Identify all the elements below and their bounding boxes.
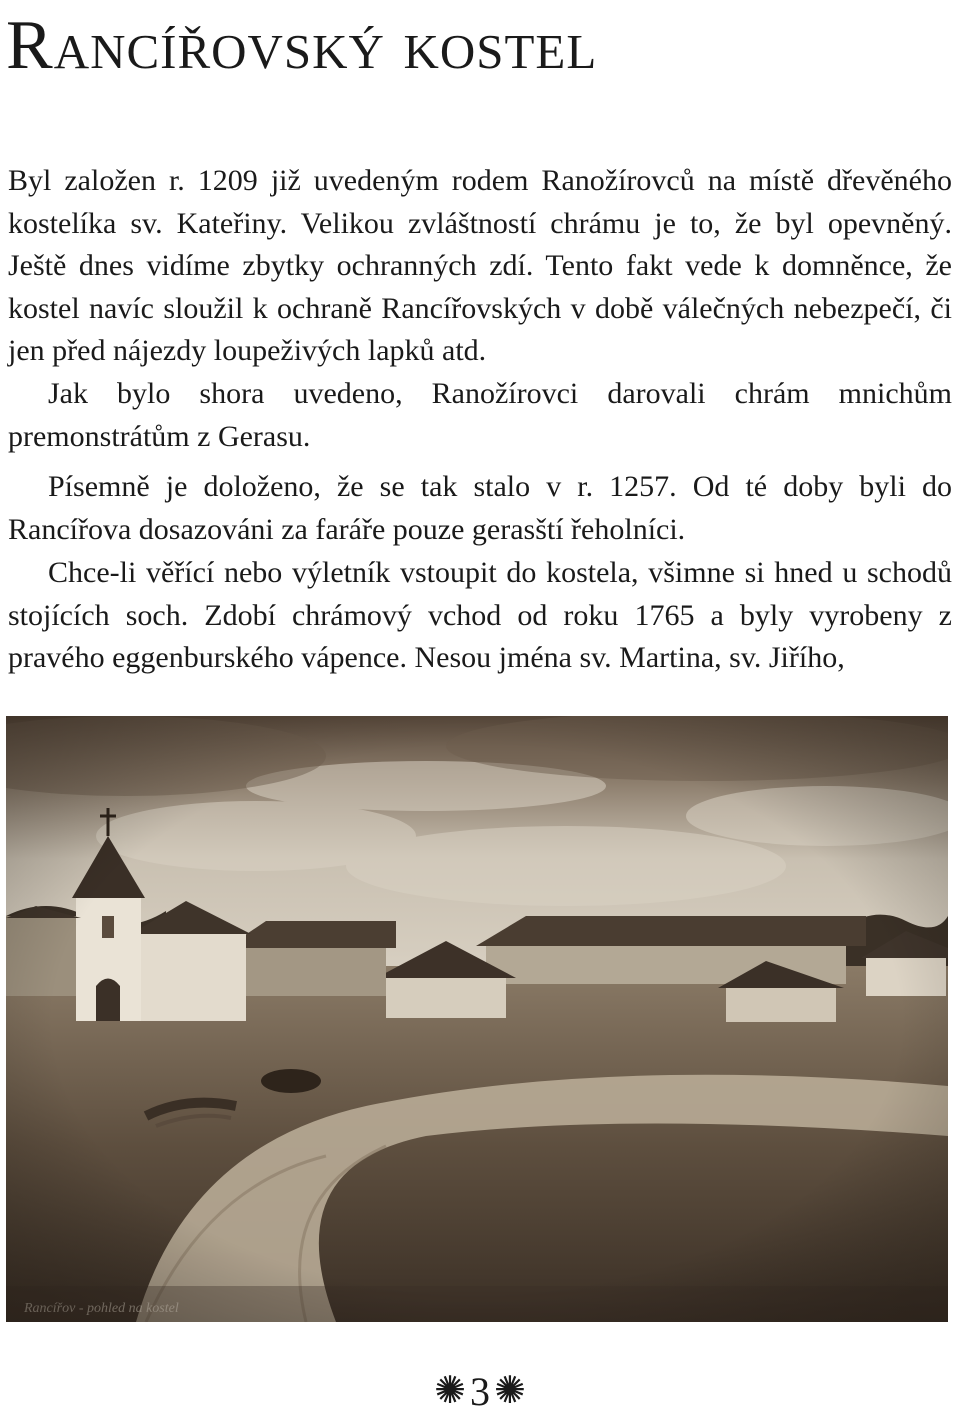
photo-illustration	[6, 716, 948, 1322]
page-title: Rancířovský kostel	[6, 7, 598, 84]
ornament-right-icon: ✺	[494, 1370, 526, 1412]
paragraph-4: Chce-li věřící nebo výletník vstoupit do kostela, všimne si hned u schodů stojících soch. Zdobí chrámový vchod od roku 1765 a byly vyrobeny z pravého eggenburského vápence. Nesou jména sv. Martina, sv. Jiřího,	[8, 556, 952, 674]
page-number: 3	[470, 1369, 490, 1414]
ornament-left-icon: ✺	[434, 1370, 466, 1412]
page-footer	[0, 1370, 960, 1415]
paragraph-3: Písemně je doloženo, že se tak stalo v r. 1257. Od té doby byli do Rancířova dosazováni za faráře pouze gerasští řeholníci.	[8, 470, 952, 546]
historic-village-photo	[6, 716, 948, 1322]
paragraph-1: Byl založen r. 1209 již uvedeným rodem Ranožírovců na místě dřevěného kostelíka sv. Kateřiny. Velikou zvláštností chrámu je to, že byl opevněný. Ještě dnes vidíme zbytky ochranných zdí. Tento fakt vede k domněnce, že kostel navíc sloužil k ochraně Rancířovských v době válečných nebezpečí, či jen před nájezdy loupeživých lapků atd.	[8, 164, 952, 367]
paragraph-2: Jak bylo shora uvedeno, Ranožírovci darovali chrám mnichům premonstrátům z Gerasu.	[8, 377, 952, 453]
